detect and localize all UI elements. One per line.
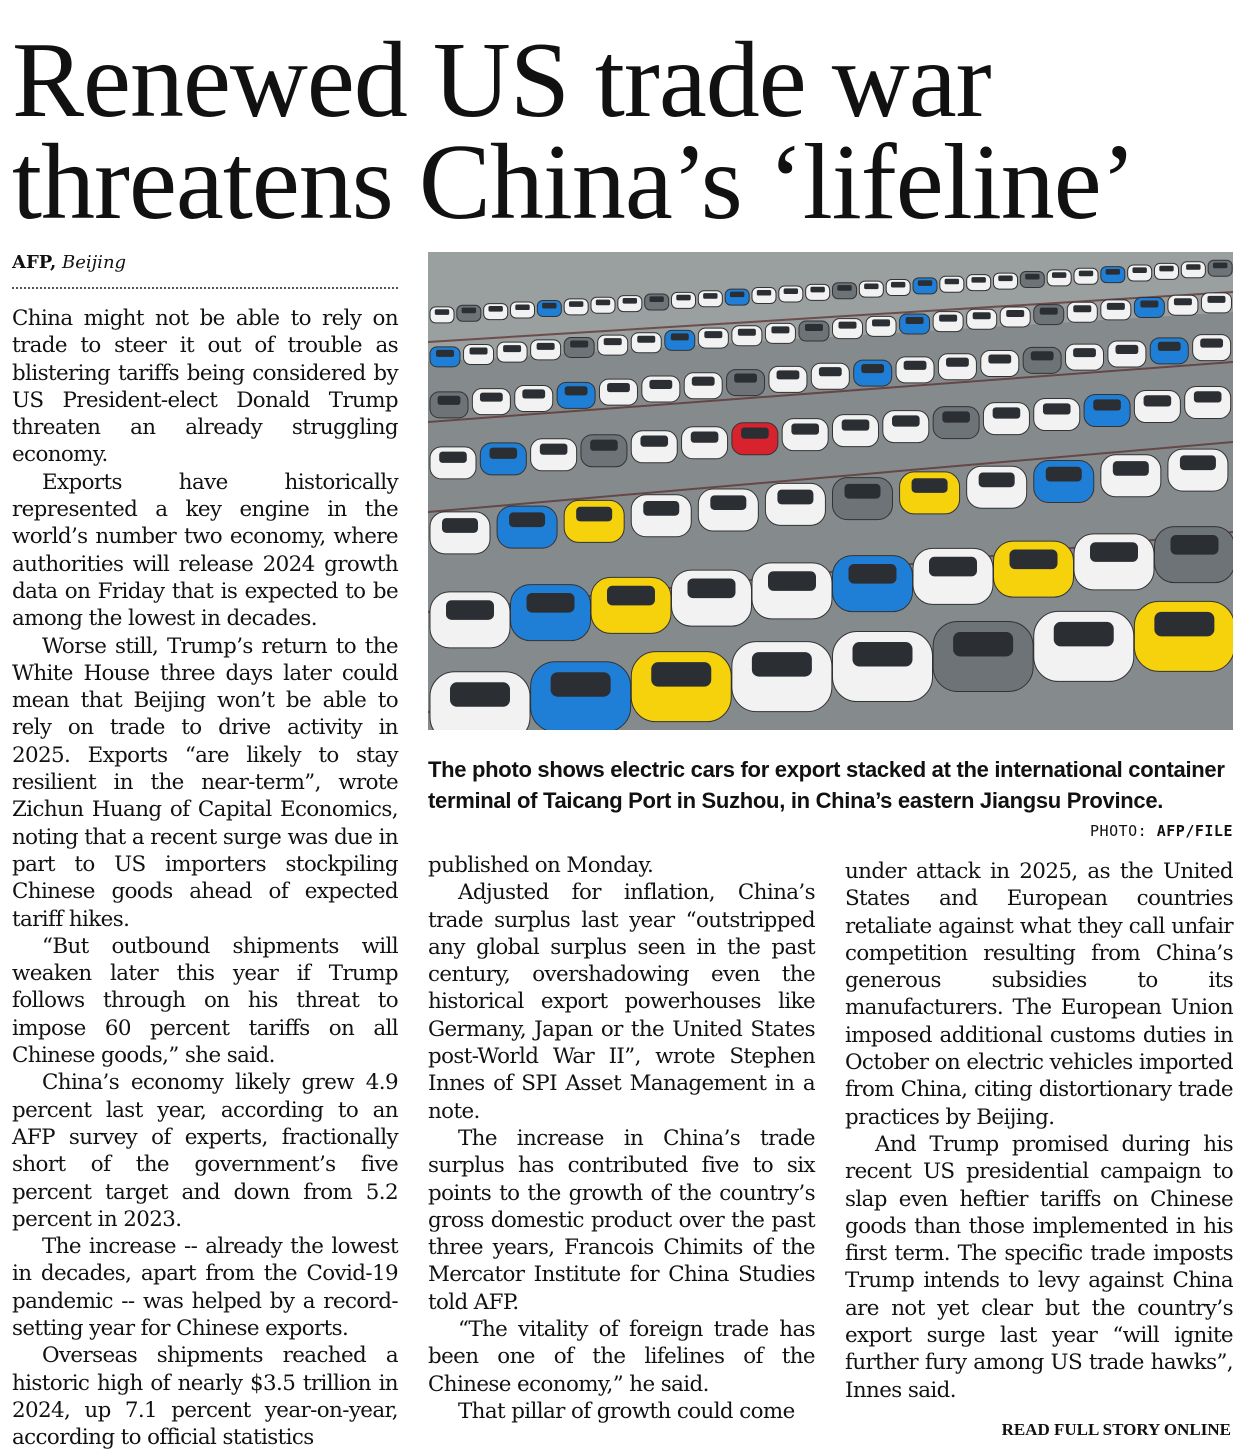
car-window-shape [757, 290, 771, 296]
car-window-shape [1180, 455, 1216, 470]
car-window-shape [1115, 345, 1138, 354]
car-window-shape [1006, 310, 1024, 317]
car-window-shape [450, 682, 510, 707]
car-window-shape [1093, 399, 1121, 410]
paragraph: That pillar of growth could come [458, 1398, 795, 1424]
car-window-shape [1194, 391, 1222, 402]
car-window-shape [768, 571, 816, 591]
car-window-shape [607, 586, 655, 606]
car-window-shape [1159, 266, 1173, 272]
car-window-shape [1171, 535, 1219, 555]
car-window-shape [805, 324, 823, 331]
paragraph: published on Monday. [428, 853, 654, 878]
car-window-shape [1040, 308, 1058, 315]
paragraph: Overseas shipments reached a historic high of nearly $3.5 trillion in 2024, up 7.1 percent year-on-year, according to official statistics [12, 1343, 398, 1451]
car-window-shape [480, 393, 503, 402]
car-window-shape [971, 277, 985, 283]
car-window-shape [509, 512, 545, 527]
paragraph: China might not be able to rely on trade to steer it out of trouble as blistering tariffs being considered by US President-elect Donald Trump threaten an already struggling economy. [12, 306, 398, 468]
car-window-shape [676, 295, 690, 301]
car-window-shape [791, 423, 819, 434]
car-window-shape [688, 578, 736, 598]
car-window-shape [993, 407, 1021, 418]
car-window-shape [1043, 403, 1071, 414]
car-window-shape [777, 490, 813, 505]
car-window-shape [1154, 612, 1214, 637]
car-window-shape [1031, 351, 1054, 360]
car-window-shape [1046, 467, 1082, 482]
car-window-shape [918, 280, 932, 286]
article-column-3 [845, 858, 1233, 1404]
car-window-shape [939, 315, 957, 322]
car-window-shape [1090, 542, 1138, 562]
car-window-shape [596, 300, 610, 306]
car-shape [484, 304, 508, 320]
car-window-shape [945, 279, 959, 285]
car-window-shape [522, 389, 545, 398]
article-column-2 [428, 852, 815, 1425]
car-window-shape [703, 293, 717, 299]
paragraph: China’s economy likely grew 4.9 percent last year, according to an AFP survey of experts, fractionally short of the government’s five percent target and down from 5.2 percent in 2023. [12, 1070, 398, 1232]
car-window-shape [649, 296, 663, 302]
photo-credit-label: PHOTO: [1090, 822, 1148, 840]
car-window-shape [446, 600, 494, 620]
parked-cars-illustration [428, 252, 1233, 730]
car-window-shape [640, 436, 668, 447]
car-window-shape [1200, 339, 1223, 348]
car-window-shape [435, 309, 449, 315]
car-window-shape [906, 317, 924, 324]
car-window-shape [1144, 395, 1172, 406]
car-window-shape [515, 304, 529, 310]
photo-caption: The photo shows electric cars for export stacked at the international container terminal of Taicang Port in Suzhou, in China’s eastern Jiangsu Province. [428, 757, 1225, 813]
car-window-shape [436, 350, 454, 357]
photo-credit-source: AFP/FILE [1156, 822, 1233, 840]
car-window-shape [604, 338, 622, 345]
paragraph: And Trump promised during his recent US presidential campaign to slap even heftier tariffs on Chinese goods than those implemented in his first term. The specific trade imposts Trump intends to levy against China are not yet clear but the country’s export surge last year “will ignite further fury among US trade hawks”, Innes said. [845, 1131, 1233, 1403]
car-window-shape [730, 292, 744, 298]
car-window-shape [1158, 342, 1181, 351]
paragraph: The increase in China’s trade surplus has contributed five to six points to the growth of the country’s gross domestic product over the past three years, Francois Chimits of the Mercator Institute for China Studies told AFP. [428, 1125, 815, 1315]
headline-line-2: threatens China’s ‘lifeline’ [12, 123, 1136, 242]
car-window-shape [784, 288, 798, 294]
car-window-shape [946, 358, 969, 367]
car-window-shape [904, 361, 927, 370]
car-window-shape [1213, 263, 1227, 269]
car-window-shape [842, 419, 870, 430]
car-window-shape [734, 374, 757, 383]
car-window-shape [490, 448, 518, 459]
car-window-shape [1073, 348, 1096, 357]
car-window-shape [929, 557, 977, 577]
car-window-shape [1079, 271, 1093, 277]
byline-location: Beijing [61, 252, 127, 273]
car-window-shape [1174, 298, 1192, 305]
paragraph: The increase -- already the lowest in decades, apart from the Covid-19 pandemic -- was helped by a record-setting year for Chinese exports. [12, 1234, 398, 1341]
car-window-shape [849, 564, 897, 584]
headline [12, 21, 1237, 242]
car-window-shape [998, 275, 1012, 281]
car-window-shape [979, 473, 1015, 488]
car-shape [457, 305, 481, 321]
car-window-shape [738, 329, 756, 336]
car-shape [591, 297, 615, 313]
car-window-shape [704, 331, 722, 338]
car-window-shape [845, 484, 881, 499]
car-window-shape [1186, 264, 1200, 270]
car-window-shape [643, 501, 679, 516]
car-window-shape [1010, 550, 1058, 570]
car-window-shape [570, 340, 588, 347]
car-shape [537, 300, 561, 316]
car-window-shape [942, 411, 970, 422]
car-window-shape [1113, 461, 1149, 476]
headline-line-1: Renewed US trade war [12, 21, 991, 140]
car-window-shape [540, 444, 568, 455]
byline-agency: AFP, [12, 252, 57, 273]
byline [12, 252, 398, 273]
car-window-shape [569, 301, 583, 307]
car-window-shape [537, 343, 555, 350]
car-window-shape [853, 642, 913, 667]
car-window-shape [462, 308, 476, 314]
photo-credit [1090, 822, 1233, 840]
car-window-shape [1052, 272, 1066, 278]
car-window-shape [551, 672, 611, 697]
car-window-shape [527, 593, 575, 613]
byline-divider [12, 287, 398, 289]
paragraph: Exports have historically represented a key engine in the world’s number two economy, where authorities will release 2024 growth data on Friday that is expected to be among the lowest in decades. [12, 469, 398, 632]
car-window-shape [691, 432, 719, 443]
car-window-shape [671, 333, 689, 340]
car-window-shape [565, 386, 588, 395]
car-window-shape [837, 285, 851, 291]
car-window-shape [623, 298, 637, 304]
car-window-shape [1107, 303, 1125, 310]
news-photo [428, 252, 1233, 730]
car-window-shape [649, 380, 672, 389]
car-window-shape [771, 326, 789, 333]
car-window-shape [1106, 269, 1120, 275]
paragraph: “The vitality of foreign trade has been one of the lifelines of the Chinese economy,” he said. [428, 1317, 815, 1397]
car-window-shape [973, 312, 991, 319]
car-window-shape [741, 427, 769, 438]
car-window-shape [442, 518, 478, 533]
car-window-shape [988, 354, 1011, 363]
paragraph: under attack in 2025, as the United States and European countries retaliate against what they call unfair competition resulting from China’s generous subsidies to its manufacturers. The European Union imposed additional customs duties in October on electric vehicles imported from China, citing distortionary trade practices by Beijing. [845, 859, 1233, 1130]
car-window-shape [1207, 296, 1225, 303]
car-window-shape [912, 478, 948, 493]
car-window-shape [576, 507, 612, 522]
car-window-shape [1054, 622, 1114, 647]
car-window-shape [607, 383, 630, 392]
paragraph: “But outbound shipments will weaken later this year if Trump follows through on his threat to impose 60 percent tariffs on all Chinese goods,” she said. [12, 933, 398, 1069]
car-window-shape [864, 284, 878, 290]
car-window-shape [503, 345, 521, 352]
car-shape [1155, 263, 1179, 279]
car-window-shape [710, 495, 746, 510]
car-window-shape [488, 306, 502, 312]
car-window-shape [692, 377, 715, 386]
paragraph: Worse still, Trump’s return to the White House three days later could mean that Beijing won’t be able to rely on trade to drive activity in 2025. Exports “are likely to stay resilient in the near-term”, wrote Zichun Huang of Capital Economics, noting that a recent surge was due in part to US importers stockpiling Chinese goods ahead of expected tariff hikes. [12, 633, 398, 932]
car-window-shape [1025, 274, 1039, 280]
car-window-shape [651, 662, 711, 687]
car-window-shape [1132, 267, 1146, 273]
car-window-shape [819, 367, 842, 376]
car-window-shape [542, 303, 556, 309]
paragraph: Adjusted for inflation, China’s trade surplus last year “outstripped any global surplus seen in the past century, overshadowing even the historical export powerhouses like Germany, Japan or the United States post-World War II”, wrote Stephen Innes of SPI Asset Management in a note. [428, 880, 815, 1124]
car-window-shape [777, 370, 800, 379]
article-column-1 [12, 305, 398, 1451]
car-shape [1101, 267, 1125, 283]
car-shape [1000, 307, 1030, 327]
car-window-shape [1140, 301, 1158, 308]
car-window-shape [892, 415, 920, 426]
car-window-shape [470, 348, 488, 355]
car-window-shape [810, 287, 824, 293]
car-window-shape [1073, 305, 1091, 312]
car-window-shape [953, 632, 1013, 657]
car-window-shape [839, 322, 857, 329]
car-window-shape [590, 440, 618, 451]
car-window-shape [891, 282, 905, 288]
read-full-story-link[interactable]: READ FULL STORY ONLINE [1001, 1420, 1231, 1439]
car-window-shape [752, 652, 812, 677]
car-window-shape [439, 452, 467, 463]
car-window-shape [861, 364, 884, 373]
car-window-shape [438, 396, 461, 405]
car-shape [1208, 260, 1232, 276]
car-window-shape [637, 336, 655, 343]
car-window-shape [872, 319, 890, 326]
